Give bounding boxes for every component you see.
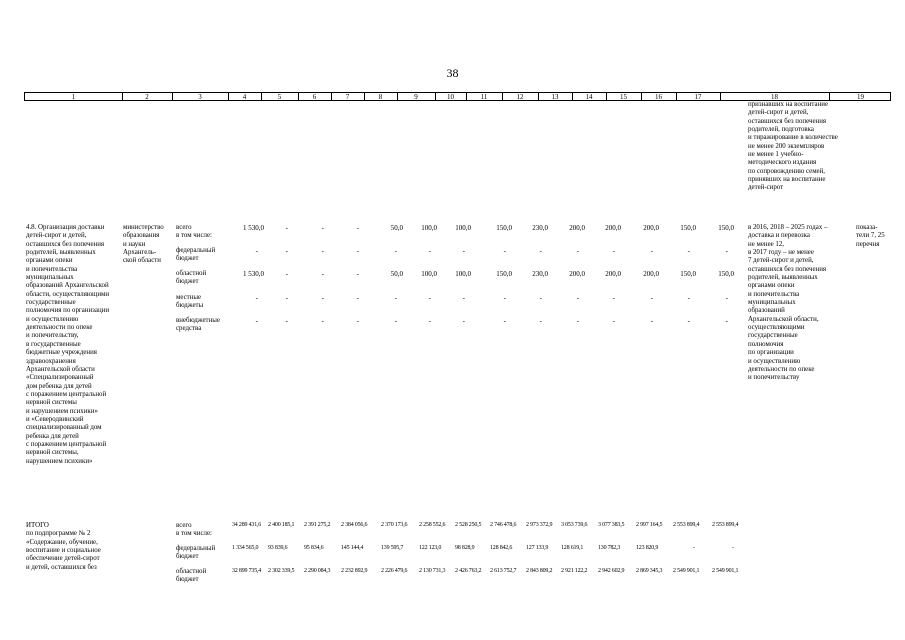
value-cell: -: [650, 247, 653, 255]
total-value-cell: 2 400 185,1: [268, 522, 295, 528]
item-4-8-result-line: доставка и перевозка: [748, 232, 810, 240]
value-cell: -: [285, 270, 288, 278]
value-cell: -: [612, 294, 615, 302]
col18-continuation-line: родителей, подготовка: [748, 126, 814, 134]
total-source-label-2: [176, 568, 206, 585]
header-cell-5: 5: [277, 93, 282, 101]
column-divider: [228, 93, 229, 100]
item-4-8-result-line: 7 детей-сирот и детей,: [748, 257, 814, 265]
header-cell-4: 4: [242, 93, 247, 101]
item-4-8-executor-line: ской области: [123, 257, 161, 265]
source-label-0: [176, 224, 212, 241]
total-value-cell: -: [693, 545, 695, 551]
value-cell: -: [576, 317, 579, 325]
page-number: 38: [446, 66, 459, 80]
header-cell-6: 6: [312, 93, 317, 101]
item-4-8-result-line: не менее 12,: [748, 240, 785, 248]
total-value-cell: 1 334 565,0: [232, 545, 259, 551]
value-cell: 200,0: [605, 270, 621, 278]
header-cell-2: 2: [145, 93, 149, 101]
column-divider: [261, 93, 262, 100]
header-cell-10: 10: [447, 93, 454, 101]
value-cell: -: [650, 317, 653, 325]
total-source-label-1-line: федеральный: [176, 545, 216, 552]
total-value-cell: 2 302 339,5: [268, 568, 295, 574]
total-value-cell: 34 289 431,6: [232, 522, 262, 528]
column-divider: [364, 93, 365, 100]
col18-continuation-line: признавших на воспитание: [748, 101, 829, 108]
value-cell: -: [356, 317, 359, 325]
column-divider: [298, 93, 299, 100]
total-value-cell: 2 997 164,5: [636, 522, 663, 528]
value-cell: -: [503, 317, 506, 325]
item-4-8-result-line: по организации: [748, 349, 794, 357]
total-value-cell: 3 077 383,5: [598, 522, 625, 528]
total-value-cell: 2 921 122,2: [561, 568, 588, 574]
value-cell: 150,0: [680, 224, 696, 232]
column-divider: [641, 93, 642, 100]
value-cell: 200,0: [605, 224, 621, 232]
total-value-cell: 2 942 602,9: [598, 568, 625, 574]
item-4-8-result: [748, 224, 827, 383]
header-cell-3: 3: [198, 93, 202, 101]
value-cell: -: [462, 317, 465, 325]
item-4-8-name-line: нарушением психики»: [26, 457, 93, 465]
value-cell: 100,0: [421, 224, 437, 232]
total-value-cell: -: [732, 545, 734, 551]
item-4-8-name-line: в государственные: [26, 340, 81, 348]
item-4-8-name-line: муниципальных: [26, 274, 74, 282]
value-cell: -: [503, 247, 506, 255]
col18-continuation: [748, 101, 838, 193]
value-cell: -: [539, 317, 542, 325]
total-value-cell: 2 843 809,2: [526, 568, 553, 574]
column-divider: [122, 93, 123, 100]
item-4-8-name-line: образований Архангельской: [26, 282, 109, 290]
item-4-8-result-line: и осуществлению: [748, 357, 801, 365]
value-cell: -: [725, 294, 728, 302]
total-value-cell: 32 899 735,4: [232, 568, 262, 574]
source-label-2-line: областной: [176, 270, 207, 277]
total-value-cell: 2 746 478,6: [490, 522, 517, 528]
value-cell: -: [725, 247, 728, 255]
source-label-4-line: средства: [176, 325, 202, 333]
total-value-cell: 122 123,0: [419, 545, 442, 551]
column-divider: [331, 93, 332, 100]
total-value-cell: 2 226 479,6: [381, 568, 408, 574]
item-4-8-executor-line: и науки: [123, 240, 146, 248]
value-cell: -: [576, 247, 579, 255]
item-4-8-name-line: с поражением центральной: [26, 440, 107, 448]
header-cell-17: 17: [694, 93, 702, 101]
value-cell: 150,0: [496, 270, 512, 278]
value-cell: -: [687, 294, 690, 302]
item-4-8-name-line: родителей, выявленных: [26, 249, 96, 257]
total-value-cell: 2 549 901,1: [673, 568, 700, 574]
col18-continuation-line: детей-сирот и детей,: [748, 109, 809, 117]
item-4-8-name-line: Архангельской области: [26, 365, 95, 373]
total-source-label-2-line: областной: [176, 568, 207, 575]
item-4-8-indicators-line: показа-: [856, 224, 878, 231]
total-value-cell: 139 595,7: [381, 545, 404, 551]
value-cell: 150,0: [496, 224, 512, 232]
col18-continuation-line: методического издания: [748, 159, 817, 167]
item-4-8-executor-line: Архангель-: [123, 249, 157, 257]
total-value-cell: 130 782,3: [598, 545, 621, 551]
value-cell: -: [687, 247, 690, 255]
item-4-8-result-line: деятельности по опеке: [748, 365, 815, 373]
source-label-3-line: бюджеты: [176, 302, 204, 310]
col18-continuation-line: по сопровождению семей,: [748, 167, 826, 175]
header-cell-14: 14: [585, 93, 593, 101]
source-label-4-line: внебюджетные: [176, 317, 220, 324]
item-4-8-name-line: и осуществлению: [26, 315, 79, 323]
total-value-cell: 95 834,6: [304, 545, 324, 551]
value-cell: -: [428, 294, 431, 302]
table-header-row: [24, 92, 891, 101]
value-cell: 100,0: [455, 224, 471, 232]
total-name-line: ИТОГО: [26, 522, 49, 529]
total-value-cell: 2 130 731,3: [419, 568, 446, 574]
value-cell: -: [321, 224, 324, 232]
source-label-1-line: федеральный: [176, 247, 216, 254]
total-name-line: «Содержание, обучение,: [26, 538, 98, 546]
value-cell: -: [285, 224, 288, 232]
header-cell-11: 11: [480, 93, 488, 101]
value-cell: -: [687, 317, 690, 325]
item-4-8-name-line: деятельности по опеке: [26, 324, 93, 332]
item-4-8-result-line: муниципальных: [748, 299, 796, 307]
source-label-1: [176, 247, 215, 264]
total-value-cell: 2 232 892,9: [341, 568, 368, 574]
value-cell: -: [255, 317, 258, 325]
value-cell: -: [255, 247, 258, 255]
total-value-cell: 127 133,9: [526, 545, 549, 551]
item-4-8-indicators: [856, 224, 885, 249]
item-4-8-indicators-line: перечня: [856, 240, 880, 248]
value-cell: -: [356, 247, 359, 255]
item-4-8-name-line: и попечительству,: [26, 332, 79, 340]
total-value-cell: 2 553 899,4: [673, 522, 700, 528]
value-cell: -: [539, 294, 542, 302]
total-source-label-0-line: в том числе:: [176, 530, 212, 538]
header-cell-9: 9: [414, 93, 418, 101]
col18-continuation-line: и тиражирование в количестве: [748, 134, 838, 142]
item-4-8-name-line: 4.8. Организация доставки: [26, 224, 105, 231]
total-value-cell: 2 290 084,3: [304, 568, 331, 574]
total-name-line: по подпрограмме № 2: [26, 530, 91, 538]
header-cell-16: 16: [655, 93, 662, 101]
header-cell-12: 12: [516, 93, 524, 101]
item-4-8-name-line: с поражением центральной: [26, 390, 107, 398]
value-cell: 1 530,0: [243, 270, 264, 278]
value-cell: 230,0: [532, 224, 548, 232]
col18-continuation-line: не менее 1 учебно-: [748, 151, 804, 159]
total-value-cell: 2 258 552,6: [419, 522, 446, 528]
value-cell: -: [356, 270, 359, 278]
item-4-8-result-line: государственные: [748, 332, 798, 340]
total-value-cell: 128 842,6: [490, 545, 513, 551]
value-cell: 50,0: [390, 224, 403, 232]
item-4-8-executor-line: образования: [123, 232, 160, 240]
value-cell: -: [462, 294, 465, 302]
value-cell: -: [285, 317, 288, 325]
item-4-8-indicators-line: тели 7, 25: [856, 232, 885, 240]
col18-continuation-line: оставшихся без попечения: [748, 117, 827, 125]
header-cell-15: 15: [620, 93, 627, 101]
column-divider: [538, 93, 539, 100]
value-cell: 150,0: [718, 270, 734, 278]
value-cell: 150,0: [680, 270, 696, 278]
value-cell: -: [394, 247, 397, 255]
value-cell: 1 530,0: [243, 224, 264, 232]
value-cell: -: [356, 224, 359, 232]
value-cell: 150,0: [718, 224, 734, 232]
item-4-8-result-line: образований: [748, 307, 785, 315]
column-divider: [676, 93, 677, 100]
total-name-line: воспитание и социальное: [26, 547, 101, 555]
value-cell: 200,0: [569, 224, 585, 232]
item-4-8-result-line: и попечительства: [748, 290, 800, 298]
value-cell: -: [428, 247, 431, 255]
item-4-8-result-line: в 2017 году – не менее: [748, 249, 814, 257]
value-cell: 100,0: [421, 270, 437, 278]
item-4-8-name-line: бюджетные учреждения: [26, 349, 97, 357]
total-value-cell: 2 613 752,7: [490, 568, 517, 574]
source-label-3: [176, 294, 203, 311]
col18-continuation-line: детей-сирот: [748, 184, 784, 192]
source-label-2-line: бюджет: [176, 278, 199, 286]
item-4-8-name-line: здравоохранения: [26, 357, 76, 365]
item-4-8-name-line: «Специализированный: [26, 374, 94, 382]
value-cell: -: [612, 247, 615, 255]
value-cell: 230,0: [532, 270, 548, 278]
item-4-8-name-line: органами опеки: [26, 257, 73, 265]
column-divider: [397, 93, 398, 100]
value-cell: -: [394, 317, 397, 325]
col18-continuation-line: не менее 200 экземпляров: [748, 142, 825, 150]
item-4-8-name-line: дом ребенка для детей: [26, 382, 92, 390]
total-value-cell: 2 549 901,1: [712, 568, 739, 574]
value-cell: -: [321, 317, 324, 325]
total-value-cell: 3 053 739,6: [561, 522, 588, 528]
total-source-label-0: [176, 522, 212, 539]
value-cell: 200,0: [643, 270, 659, 278]
source-label-2: [176, 270, 206, 287]
total-value-cell: 123 820,9: [636, 545, 659, 551]
total-value-cell: 2 370 173,6: [381, 522, 408, 528]
item-4-8-result-line: и попечительству: [748, 374, 800, 382]
item-4-8-result-line: полномочия: [748, 340, 784, 348]
column-divider: [720, 93, 721, 100]
total-source-label-1-line: бюджет: [176, 553, 199, 561]
source-label-1-line: бюджет: [176, 255, 199, 263]
total-source-label-1: [176, 545, 215, 562]
column-divider: [502, 93, 503, 100]
column-divider: [172, 93, 173, 100]
column-divider: [606, 93, 607, 100]
value-cell: -: [321, 294, 324, 302]
total-source-label-0-line: всего: [176, 522, 192, 529]
value-cell: -: [428, 317, 431, 325]
column-divider: [466, 93, 467, 100]
total-value-cell: 2 391 275,2: [304, 522, 331, 528]
total-value-cell: 98 828,9: [455, 545, 475, 551]
total-name: [26, 522, 101, 572]
item-4-8-result-line: Архангельской области,: [748, 315, 819, 323]
value-cell: 100,0: [455, 270, 471, 278]
total-value-cell: 128 619,1: [561, 545, 584, 551]
column-divider: [435, 93, 436, 100]
source-label-0-line: в том числе:: [176, 232, 212, 240]
value-cell: -: [503, 294, 506, 302]
item-4-8-name-line: и попечительства: [26, 265, 78, 273]
item-4-8-name-line: специализированный дом: [26, 424, 102, 432]
value-cell: 200,0: [569, 270, 585, 278]
item-4-8-name-line: полномочия по организации: [26, 307, 110, 315]
value-cell: -: [285, 294, 288, 302]
value-cell: -: [612, 317, 615, 325]
total-source-label-2-line: бюджет: [176, 576, 199, 584]
item-4-8-name-line: государственные: [26, 299, 76, 307]
value-cell: -: [356, 294, 359, 302]
value-cell: -: [255, 294, 258, 302]
header-cell-13: 13: [551, 93, 559, 101]
total-value-cell: 2 553 899,4: [712, 522, 739, 528]
item-4-8-name-line: нервной системы,: [26, 449, 79, 457]
item-4-8-name: [26, 224, 109, 466]
total-value-cell: 2 528 250,5: [455, 522, 482, 528]
item-4-8-result-line: органами опеки: [748, 282, 795, 290]
item-4-8-result-line: осуществляющими: [748, 324, 805, 332]
total-value-cell: 2 869 345,3: [636, 568, 663, 574]
total-name-line: и детей, оставшихся без: [26, 563, 97, 571]
item-4-8-executor-line: министерство: [123, 224, 164, 231]
header-cell-1: 1: [71, 93, 76, 101]
source-label-0-line: всего: [176, 224, 192, 231]
header-cell-8: 8: [378, 93, 383, 101]
header-cell-18: 18: [771, 93, 778, 101]
value-cell: -: [462, 247, 465, 255]
item-4-8-name-line: оставшихся без попечения: [26, 240, 105, 248]
item-4-8-result-line: родителей, выявленных: [748, 274, 818, 282]
value-cell: -: [650, 294, 653, 302]
total-value-cell: 145 144,4: [341, 545, 364, 551]
item-4-8-result-line: оставшихся без попечения: [748, 265, 827, 273]
header-cell-7: 7: [345, 93, 350, 101]
item-4-8-executor: [123, 224, 164, 266]
item-4-8-name-line: детей-сирот и детей,: [26, 232, 87, 240]
value-cell: -: [394, 294, 397, 302]
total-value-cell: 2 426 763,2: [455, 568, 482, 574]
header-cell-19: 19: [857, 93, 864, 101]
column-divider: [572, 93, 573, 100]
value-cell: -: [321, 247, 324, 255]
value-cell: 200,0: [643, 224, 659, 232]
value-cell: -: [725, 317, 728, 325]
item-4-8-name-line: области, осуществляющими: [26, 290, 110, 298]
total-value-cell: 2 973 372,9: [526, 522, 553, 528]
value-cell: -: [576, 294, 579, 302]
column-divider: [829, 93, 830, 100]
item-4-8-name-line: ребенка для детей: [26, 432, 79, 440]
item-4-8-name-line: нервной системы: [26, 399, 77, 407]
item-4-8-result-line: в 2016, 2018 – 2025 годах –: [748, 224, 828, 231]
item-4-8-name-line: и нарушением психики»: [26, 407, 98, 415]
source-label-4: [176, 317, 220, 334]
source-label-3-line: местные: [176, 294, 202, 301]
total-name-line: обеспечение детей-сирот: [26, 555, 100, 563]
value-cell: -: [321, 270, 324, 278]
value-cell: -: [539, 247, 542, 255]
total-value-cell: 2 384 056,6: [341, 522, 368, 528]
item-4-8-name-line: и «Северодвинский: [26, 415, 84, 423]
total-value-cell: 93 839,6: [268, 545, 288, 551]
value-cell: -: [285, 247, 288, 255]
col18-continuation-line: принявших на воспитание: [748, 176, 826, 184]
value-cell: 50,0: [390, 270, 403, 278]
